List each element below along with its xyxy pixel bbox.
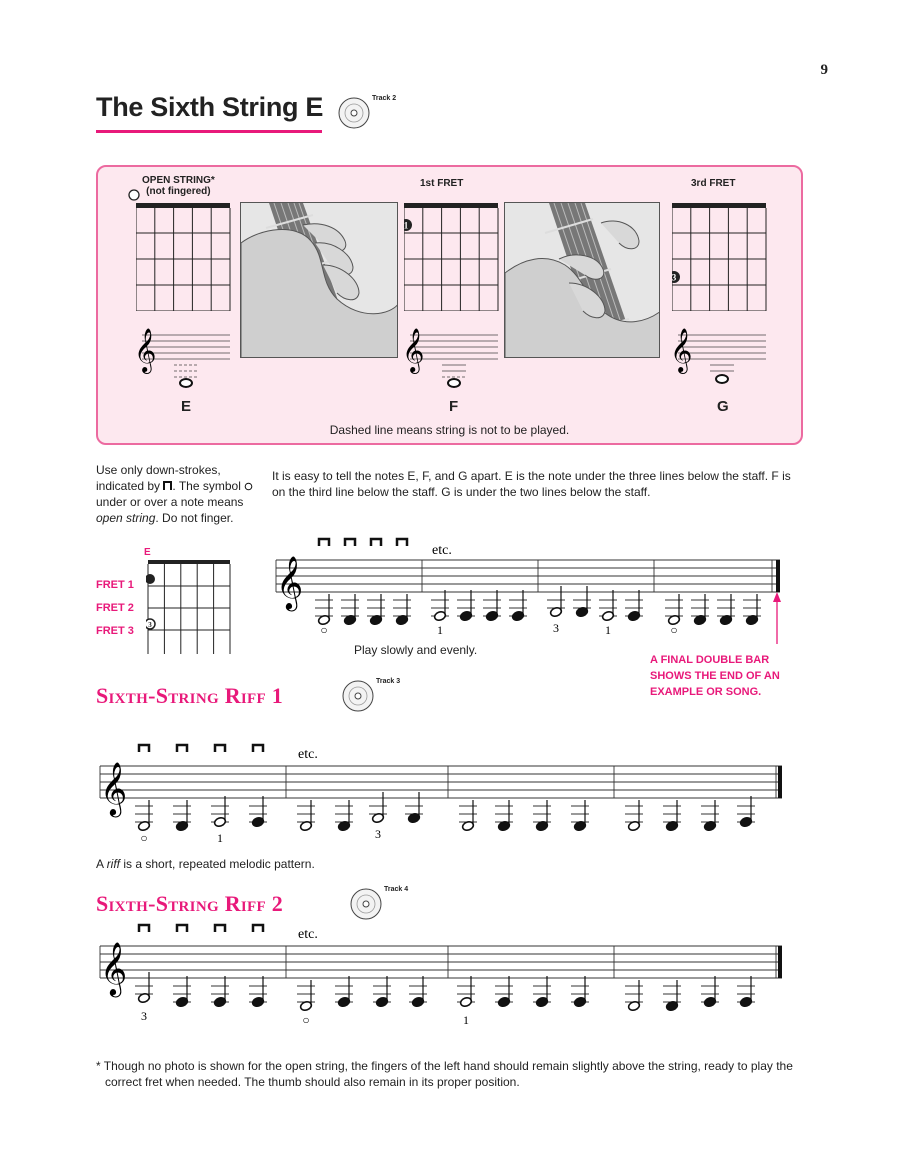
- track-2-badge: [338, 97, 396, 129]
- fret-label-2: FRET 2: [96, 602, 134, 614]
- downstroke-icon: [139, 925, 149, 932]
- final-double-bar-note: A FINAL DOUBLE BAR SHOWS THE END OF AN EXAMPLE OR SONG.: [650, 654, 780, 698]
- open-string-label: OPEN STRING* (not fingered): [142, 175, 215, 197]
- example-staff: [272, 534, 792, 644]
- riff2-title: Sixth-String Riff 2: [96, 891, 284, 916]
- fingering-open: ○: [302, 1013, 310, 1027]
- fingering-1: 1: [463, 1013, 469, 1027]
- treble-clef-icon: 𝄞: [670, 330, 693, 372]
- downstroke-icon: [139, 745, 149, 752]
- fingering-3: 3: [375, 827, 381, 841]
- open-string-symbol-icon: [244, 482, 253, 491]
- title-block: [96, 92, 323, 133]
- notes-explanation: It is easy to tell the notes E, F, and G apart. E is the note under the three lines below the staff. F is on the third line below the staff. G is under the two lines below the staff.: [272, 469, 791, 499]
- riff2-staff: [96, 922, 792, 1030]
- downstroke-icon: [253, 925, 263, 932]
- riff1-title: Sixth-String Riff 1: [96, 683, 284, 708]
- note-label-g: G: [717, 398, 729, 415]
- fingering-1: 1: [437, 623, 443, 637]
- fretboard-fret3: [672, 203, 768, 311]
- fret3-label: 3rd FRET: [691, 178, 736, 189]
- treble-clef-icon: 𝄞: [402, 330, 425, 372]
- treble-clef-icon: 𝄞: [276, 557, 304, 608]
- downstroke-icon: [397, 539, 407, 546]
- mini-finger-3: 3: [148, 621, 152, 629]
- fret1-label: 1st FRET: [420, 178, 464, 189]
- mini-diagram-string-label: E: [144, 547, 151, 558]
- string-notes-box: [96, 165, 803, 445]
- fingering-3: 3: [141, 1009, 147, 1023]
- downstroke-instructions: Use only down-strokes, indicated by . The symbol under or over a note means open string. Do not finger.: [96, 462, 266, 526]
- downstroke-icon: [215, 925, 225, 932]
- finger-number-3: 3: [672, 272, 677, 283]
- etc-label: etc.: [432, 543, 452, 558]
- track-3-badge: [342, 680, 400, 712]
- etc-label: etc.: [298, 927, 318, 942]
- cd-icon: [350, 888, 382, 920]
- treble-clef-icon: 𝄞: [100, 763, 128, 814]
- title-underline: [96, 130, 322, 133]
- note-label-e: E: [181, 398, 192, 415]
- open-string-circle-icon: [128, 189, 140, 201]
- hand-photo-fret3: [504, 202, 660, 358]
- downstroke-icon: [253, 745, 263, 752]
- fingering-3: 3: [553, 621, 559, 635]
- play-slowly-caption: Play slowly and evenly.: [354, 643, 478, 657]
- downstroke-icon: [215, 745, 225, 752]
- fretboard-open: [136, 203, 232, 311]
- etc-label: etc.: [298, 747, 318, 762]
- downstroke-icon: [345, 539, 355, 546]
- riff-definition: A riff is a short, repeated melodic pattern.: [96, 857, 315, 871]
- fingering-1: 1: [605, 623, 611, 637]
- cd-icon: [342, 680, 374, 712]
- treble-clef-icon: 𝄞: [134, 330, 157, 372]
- staff-note-e: [132, 319, 232, 397]
- track-label: Track 3: [376, 678, 401, 685]
- hand-on-fretboard-image: [241, 203, 398, 358]
- finger-number-1: 1: [404, 220, 409, 231]
- cd-icon: [338, 97, 370, 129]
- downstroke-icon: [177, 745, 187, 752]
- dashed-line-note: Dashed line means string is not to be played.: [329, 423, 570, 437]
- track-label: Track 2: [372, 95, 397, 102]
- mini-fretboard: [146, 560, 232, 655]
- page-number: 9: [820, 62, 828, 78]
- staff-note-g: [668, 319, 768, 397]
- hand-photo-fret1: [240, 202, 398, 358]
- fingering-open: ○: [140, 831, 148, 845]
- downstroke-icon: [177, 925, 187, 932]
- fingering-1: 1: [217, 831, 223, 845]
- downstroke-icon: [371, 539, 381, 546]
- track-label: Track 4: [384, 886, 409, 893]
- fingering-open: ○: [670, 623, 678, 637]
- fret-label-1: FRET 1: [96, 579, 134, 591]
- note-label-f: F: [449, 398, 459, 415]
- riff1-staff: [96, 742, 792, 846]
- fretboard-fret1: [404, 203, 500, 311]
- staff-note-f: [400, 319, 500, 397]
- page-title: The Sixth String E: [96, 92, 324, 122]
- downstroke-icon: [319, 539, 329, 546]
- hand-on-fretboard-image: [505, 203, 660, 358]
- final-bar-arrow-icon: [773, 592, 781, 602]
- fret-label-3: FRET 3: [96, 625, 134, 637]
- footnote: * Though no photo is shown for the open string, the fingers of the left hand should remain slightly above the string, ready to play the correct fret when needed. The thumb should also remain in its proper position.: [96, 1059, 793, 1089]
- treble-clef-icon: 𝄞: [100, 943, 128, 994]
- track-4-badge: [350, 888, 408, 920]
- fingering-open: ○: [320, 623, 328, 637]
